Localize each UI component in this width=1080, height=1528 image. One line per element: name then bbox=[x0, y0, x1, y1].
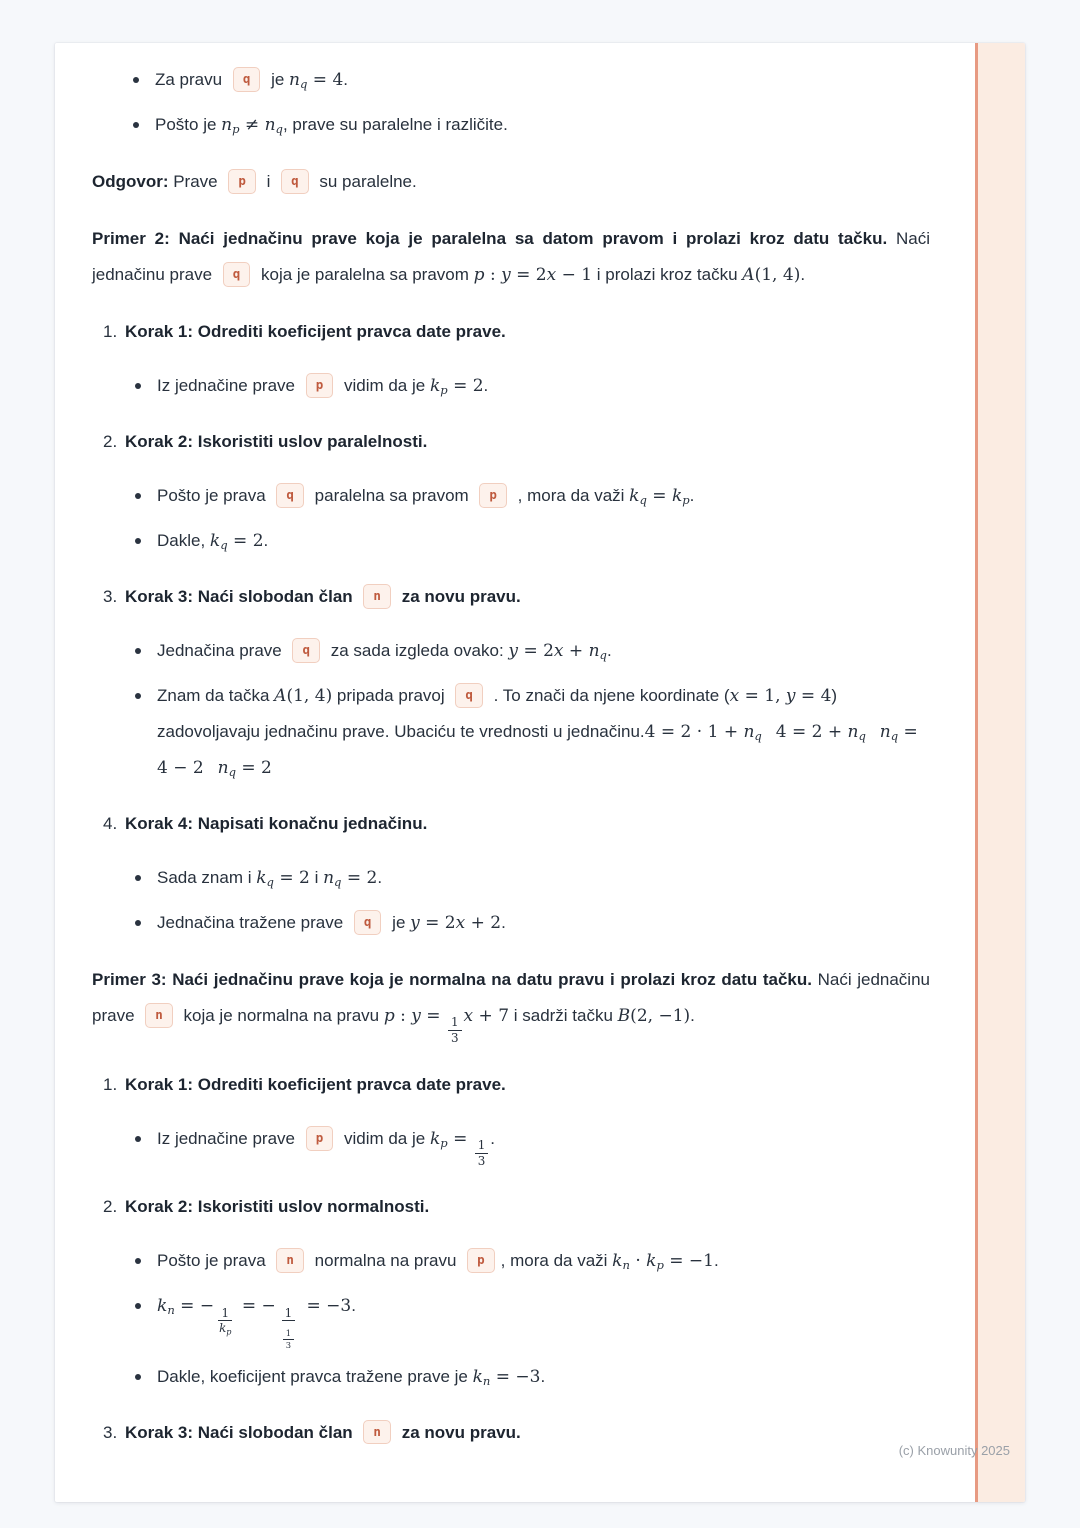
decorative-side-strip bbox=[975, 43, 1025, 1502]
bullet-dot bbox=[135, 1258, 141, 1264]
item-number: 2. bbox=[103, 432, 118, 451]
math-expression: A(1, 4) bbox=[742, 265, 801, 285]
numbered-item bbox=[92, 424, 930, 559]
inline-code-badge: q bbox=[223, 262, 251, 287]
inline-code-badge: p bbox=[306, 1126, 334, 1151]
bullet-list bbox=[125, 1243, 930, 1395]
bold-text: Korak 2: Iskoristiti uslov normalnosti. bbox=[125, 1197, 430, 1217]
math-expression: $k_n$ = − $\frac{1}{k_p}$ = − $\frac{1}{\frac{1}{3}}$ = −3 bbox=[157, 1296, 352, 1350]
numbered-item bbox=[92, 314, 930, 404]
bullet-dot bbox=[135, 383, 141, 389]
bold-text: Korak 4: Napisati konačnu jednačinu. bbox=[125, 814, 428, 833]
bullet-dot bbox=[135, 875, 141, 881]
inline-code-badge: q bbox=[455, 683, 483, 708]
item-number: 4. bbox=[103, 814, 118, 833]
bold-text: Korak 1: Odrediti koeficijent pravca date prave. bbox=[125, 1075, 506, 1095]
inline-code-badge: q bbox=[281, 169, 309, 194]
numbered-item bbox=[92, 806, 930, 941]
numbered-list bbox=[92, 1067, 930, 1451]
item-number: 2. bbox=[103, 1197, 118, 1217]
bold-text: Primer 2: Naći jednačinu prave koja je paralelna sa datom pravom i prolazi kroz datu tačku. bbox=[92, 229, 888, 248]
bullet-dot bbox=[133, 122, 139, 128]
list-item: Iz jednačine prave p vidim da je $k_p$ = $\frac{1}{3}$ . bbox=[135, 1121, 930, 1169]
bullet-dot bbox=[135, 693, 141, 699]
inline-code-badge: n bbox=[145, 1003, 173, 1028]
numbered-item bbox=[92, 1415, 930, 1451]
numbered-list bbox=[92, 314, 930, 941]
bullet-dot bbox=[135, 920, 141, 926]
bullet-dot bbox=[135, 538, 141, 544]
inline-code-badge: q bbox=[276, 483, 304, 508]
fraction: $\frac{1}{k_p}$ bbox=[219, 1305, 232, 1337]
numbered-item bbox=[92, 579, 930, 786]
bold-text: za novu pravu. bbox=[401, 587, 521, 606]
item-number: 3. bbox=[103, 1422, 118, 1442]
math-expression: $n_q = 2$ bbox=[323, 868, 378, 890]
numbered-item bbox=[92, 1067, 930, 1169]
math-expression: $k_n = -3$ bbox=[472, 1366, 541, 1389]
math-expression: $k_n \cdot k_p = -1$ bbox=[612, 1251, 714, 1273]
inline-code-badge: n bbox=[276, 1248, 304, 1273]
math-expression: x = 1, y = 4 bbox=[729, 686, 832, 706]
math-expression: $4 = 2 \cdot 1 + n_q$ $4 = 2 + n_q$ $n_q = 4 - 2$ $n_q = 2$ bbox=[157, 722, 918, 780]
list-item: Iz jednačine prave p vidim da je $k_p = 2$. bbox=[135, 368, 930, 404]
inline-code-badge: p bbox=[467, 1248, 495, 1273]
math-expression: p : y = 2x − 1 bbox=[473, 265, 593, 285]
paragraph: Primer 3: Naći jednačinu prave koja je normalna na datu pravu i prolazi kroz datu tačku. Naći jednačinu prave n koja je normalna na pravu p : y = $\frac{1}{3}$ x + 7 i sadrži tačku B(2, −1). bbox=[92, 970, 930, 1046]
math-expression: $k_p = 2$ bbox=[429, 376, 484, 398]
math-expression: p : y = $\frac{1}{3}$ x + 7 bbox=[383, 1006, 510, 1046]
fraction: $\frac{1}{3}$ bbox=[283, 1328, 294, 1350]
fraction: $\frac{1}{3}$ bbox=[448, 1015, 462, 1046]
paragraph: Primer 2: Naći jednačinu prave koja je paralelna sa datom pravom i prolazi kroz datu tačku. Naći jednačinu prave q koja je paralelna sa pravom p : y = 2x − 1 i prolazi kroz tačku A(1, 4). bbox=[92, 229, 930, 285]
list-item: $k_n$ = − $\frac{1}{k_p}$ = − $\frac{1}{\frac{1}{3}}$ = −3. bbox=[135, 1288, 930, 1350]
list-item: Pošto je prava n normalna na pravu p , mora da važi $k_n \cdot k_p = -1$. bbox=[135, 1243, 930, 1279]
item-number: 1. bbox=[103, 1075, 118, 1095]
math-expression: A(1, 4) bbox=[274, 686, 333, 706]
bullet-list bbox=[125, 633, 930, 786]
bullet-dot bbox=[135, 1374, 141, 1380]
bold-text: Korak 1: Odrediti koeficijent pravca date prave. bbox=[125, 322, 506, 341]
watermark-text: (c) Knowunity 2025 bbox=[898, 1443, 1010, 1458]
paragraph: Odgovor: Prave p i q su paralelne. bbox=[92, 164, 930, 200]
list-item: Jednačina prave q za sada izgleda ovako: $y = 2x + n_q$. bbox=[135, 633, 930, 669]
bullet-dot bbox=[135, 1136, 141, 1142]
math-expression: B(2, −1) bbox=[617, 1006, 691, 1026]
bullet-dot bbox=[133, 77, 139, 83]
math-expression: $k_q = 2$ bbox=[256, 868, 310, 890]
inline-code-badge: q bbox=[233, 67, 261, 92]
bullet-list bbox=[92, 62, 930, 143]
bold-text: Primer 3: Naći jednačinu prave koja je normalna na datu pravu i prolazi kroz datu tačku. bbox=[92, 970, 812, 989]
bold-text: Korak 2: Iskoristiti uslov paralelnosti. bbox=[125, 432, 428, 451]
list-item: Pošto je prava q paralelna sa pravom p , mora da važi $k_q = k_p$. bbox=[135, 478, 930, 514]
bullet-list bbox=[125, 368, 930, 404]
list-item: Za pravu q je $n_q = 4$. bbox=[133, 62, 930, 98]
bullet-list bbox=[125, 1121, 930, 1169]
bullet-list bbox=[125, 860, 930, 941]
list-item: Dakle, $k_q = 2$. bbox=[135, 523, 930, 559]
bullet-dot bbox=[135, 493, 141, 499]
inline-code-badge: n bbox=[363, 584, 391, 609]
document-content bbox=[92, 43, 930, 1471]
list-item: Znam da tačka A(1, 4) pripada pravoj q . To znači da njene koordinate (x = 1, y = 4) zadovoljavaju jednačinu prave. Ubaciću te vrednosti u jednačinu.4 = $2 \cdot 1 + n_q$ $4 = 2 + n_q$ $n_q = 4 - 2$ $n_q = 2$ bbox=[135, 678, 930, 786]
inline-code-badge: p bbox=[228, 169, 256, 194]
bold-text: Korak 3: Naći slobodan član bbox=[125, 1422, 353, 1442]
inline-code-badge: n bbox=[363, 1420, 391, 1445]
math-expression: $y = 2x + n_q$ bbox=[508, 641, 607, 663]
item-number: 3. bbox=[103, 587, 118, 606]
bold-text: za novu pravu. bbox=[401, 1422, 521, 1442]
list-item: Pošto je $n_p \ne n_q$, prave su paralelne i različite. bbox=[133, 107, 930, 143]
list-item: Sada znam i $k_q = 2$ i $n_q = 2$. bbox=[135, 860, 930, 896]
inline-code-badge: p bbox=[306, 373, 334, 398]
inline-code-badge: p bbox=[479, 483, 507, 508]
numbered-item bbox=[92, 1189, 930, 1395]
bullet-dot bbox=[135, 648, 141, 654]
math-expression: $k_q = k_p$ bbox=[629, 486, 690, 508]
bold-text: Korak 3: Naći slobodan član bbox=[125, 587, 353, 606]
math-expression: $k_q = 2$ bbox=[209, 531, 264, 553]
fraction: $\frac{1}{3}$ bbox=[475, 1138, 489, 1169]
math-expression: $k_p$ = $\frac{1}{3}$ bbox=[430, 1129, 490, 1149]
bullet-list bbox=[125, 478, 930, 559]
math-expression: $n_p \ne n_q$ bbox=[221, 115, 283, 137]
list-item: Jednačina tražene prave q je y = 2x + 2. bbox=[135, 905, 930, 941]
document-page bbox=[55, 43, 1025, 1502]
fraction: $\frac{1}{\frac{1}{3}}$ bbox=[278, 1306, 299, 1350]
list-item: Dakle, koeficijent pravca tražene prave je $k_n = -3$. bbox=[135, 1359, 930, 1395]
bold-text: Odgovor: bbox=[92, 172, 169, 191]
item-number: 1. bbox=[103, 322, 118, 341]
math-expression: $n_q = 4$ bbox=[289, 70, 344, 92]
bullet-dot bbox=[135, 1303, 141, 1309]
inline-code-badge: q bbox=[292, 638, 320, 663]
math-expression: y = 2x + 2 bbox=[410, 913, 502, 933]
inline-code-badge: q bbox=[354, 910, 382, 935]
